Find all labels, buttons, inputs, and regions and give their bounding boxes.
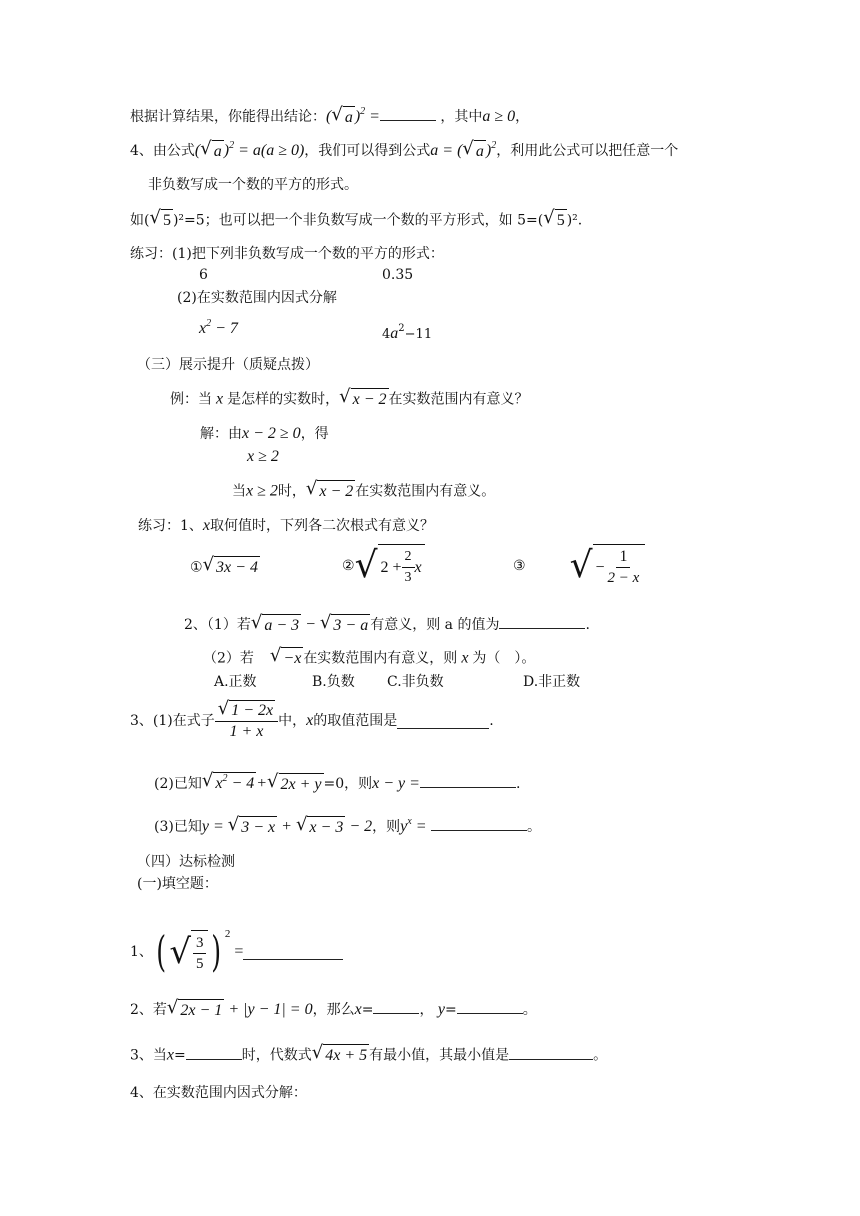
practice-1-item-2 — [342, 544, 425, 588]
practice-3b-text-2: =0，则 — [323, 776, 373, 793]
quiz-3-blank-x[interactable] — [186, 1045, 242, 1060]
practice-2-line-1 — [184, 614, 590, 637]
exercise-2-expr-b: $4a^2-11$ — [382, 323, 433, 342]
practice-1-text: 取何值时，下列各二次根式有意义？ — [210, 518, 435, 534]
ineq-2: x ≥ 2 — [246, 482, 278, 500]
quiz-3-sqrt: √ 4x + 5 — [312, 1044, 369, 1067]
solution-line-2: x ≥ 2 — [247, 448, 279, 465]
sqrt-x-minus-2: √ x − 2 — [339, 388, 388, 411]
ineq-1: x − 2 ≥ 0 — [242, 425, 301, 442]
quiz-3-x: x — [166, 1046, 175, 1064]
example-text-1: 例：当 — [170, 391, 212, 408]
formula-1: ( √ a )$^2$ = a(a ≥ 0) — [195, 142, 304, 159]
conclusion-end: ， — [515, 109, 530, 126]
practice-2-blank[interactable] — [499, 614, 585, 629]
practice-1-item-1 — [190, 556, 260, 579]
example-text-2: 是怎样的实数时， — [227, 391, 340, 408]
quiz-2-y: y — [437, 1001, 446, 1019]
sqrt5-b: √ 5 — [543, 209, 566, 232]
practice-2b-text-2: 在实数范围内有意义，则 — [303, 650, 458, 667]
quiz-2-text-1: ，那么 — [312, 1002, 355, 1019]
formula-line-cont: 非负数写成一个数的平方的形式。 — [148, 177, 358, 193]
practice-2-line-2 — [203, 647, 535, 670]
practice-3b-blank[interactable] — [420, 773, 516, 788]
sqrt-a3-minus: √ a − 3 − √ 3 − a — [251, 616, 370, 633]
practice-3c-text-2: ，则 — [372, 819, 401, 836]
practice-3c-end: 。 — [526, 819, 541, 836]
sqrt-x-minus-2-b: √ x − 2 — [306, 480, 355, 503]
section-3-title: （三）展示提升（质疑点拨） — [137, 357, 319, 373]
quiz-3-blank-min[interactable] — [509, 1045, 593, 1060]
practice-3-line-3 — [154, 816, 541, 840]
practice-3b-end: . — [515, 776, 521, 793]
formula-text-3: ，利用此公式可以把任意一个 — [496, 143, 679, 160]
formula-text-1: 由公式 — [152, 143, 195, 160]
var-x-4: x — [306, 712, 314, 729]
formula-text-2: ，我们可以得到公式 — [304, 143, 431, 160]
var-x: x — [212, 390, 228, 408]
quiz-3-end: 。 — [593, 1047, 608, 1064]
quiz-3-text-2: 有最小值，其最小值是 — [369, 1047, 510, 1064]
quiz-2-end: 。 — [522, 1002, 537, 1019]
practice-3c-text-1: (3)已知 — [154, 819, 202, 836]
formula-2: a = ( √ a )$^2$ — [430, 142, 496, 159]
sqrt-3x-minus-4: √ 3x − 4 — [203, 556, 260, 579]
circle-2: ② — [342, 558, 355, 574]
exercise-1-title: 练习：(1)把下列非负数写成一个数的平方的形式： — [130, 246, 444, 262]
expr-3c: y = √ 3 − x + √ x − 3 − 2 — [202, 818, 372, 835]
expr-x-minus-y: x − y = — [372, 775, 420, 793]
practice-3-text-1: (1)在式子 — [152, 713, 215, 729]
exercise-1-value-a: 6 — [199, 267, 208, 283]
solution-text-4: 时， — [277, 483, 306, 500]
practice-2b-text-3: 为（ ）。 — [472, 650, 536, 667]
practice-3c-blank[interactable] — [431, 816, 527, 831]
exercise-2-title: (2)在实数范围内因式分解 — [177, 290, 337, 306]
sqrt5-text-3: )². — [566, 212, 583, 229]
frac-sqrt-1-2x: √ 1 − 2x 1 + x — [215, 700, 278, 742]
quiz-2-x: x — [354, 1001, 362, 1019]
practice-3-text-2: 中， — [278, 713, 307, 729]
practice-3-line-1 — [130, 700, 494, 742]
section-4-title: （四）达标检测 — [137, 854, 235, 870]
sqrt5-text-2: )²=5；也可以把一个非负数写成一个数的平方形式，如 5=( — [172, 212, 544, 229]
example-text-3: 在实数范围内有意义？ — [388, 391, 529, 408]
answer-blank[interactable] — [380, 106, 436, 121]
practice-2-text-1: （1）若 — [206, 617, 251, 634]
quiz-2-blank-x[interactable] — [373, 999, 419, 1014]
example-question — [170, 388, 529, 411]
example-sqrt5-line — [130, 209, 582, 232]
practice-3b-text-1: (2)已知 — [154, 776, 202, 793]
practice-3-line-2 — [154, 772, 520, 797]
exercise-2-expr-b-tail: −11 — [404, 327, 433, 342]
quiz-2: 2、若 √ 2x − 1 + |y − 1| = 0，那么x= ， y= 。 — [130, 999, 537, 1022]
sqrt-neg-x: √ −x — [270, 647, 303, 670]
sqrt-neg-frac: √ − $\frac{1}{2 - x}$ — [570, 544, 646, 588]
quiz-1-blank[interactable] — [243, 945, 343, 960]
condition-a-nonneg: a ≥ 0 — [482, 108, 516, 126]
practice-1-title — [138, 515, 434, 537]
practice-1-item-3 — [513, 544, 645, 588]
practice-1-label: 练习：1、 — [138, 518, 203, 534]
item-number: 4、 — [130, 143, 153, 160]
practice-2-end: . — [585, 617, 590, 634]
choice-b[interactable]: B.负数 — [312, 674, 355, 690]
quiz-4: 4、在实数范围内因式分解： — [130, 1085, 307, 1101]
choice-c[interactable]: C.非负数 — [387, 674, 444, 690]
circle-1: ① — [190, 559, 203, 576]
solution-text-2: ，得 — [300, 426, 329, 442]
conclusion-sep: ，其中 — [440, 109, 483, 126]
practice-3-num: 3、 — [130, 713, 153, 729]
circle-3: ③ — [513, 558, 526, 574]
practice-2-text-2: 有意义，则 a 的值为 — [370, 617, 500, 634]
conclusion-line — [130, 106, 529, 130]
quiz-2-blank-y[interactable] — [457, 999, 523, 1014]
sqrt5-a: √ 5 — [149, 209, 172, 232]
quiz-1 — [130, 928, 343, 976]
choice-a[interactable]: A.正数 — [214, 674, 257, 690]
quiz-2-num: 2、若 — [130, 1002, 167, 1019]
quiz-3: 3、当x= 时，代数式 √ 4x + 5 有最小值，其最小值是 。 — [130, 1044, 607, 1067]
formula-sqrt-a-squared: ( √ a )$^2$ = — [326, 108, 380, 125]
expr-3b: √ $x^2 - 4$ + √ 2x + y — [202, 775, 324, 792]
exercise-1-value-b: 0.35 — [382, 267, 414, 283]
practice-3-end: . — [489, 713, 494, 729]
quiz-2-expr: √ 2x − 1 + |y − 1| = 0 — [167, 1001, 313, 1018]
expr-y-pow-x: $y^x$ = — [400, 816, 427, 836]
formula-line — [130, 140, 678, 164]
conclusion-text: 根据计算结果，你能得出结论： — [130, 109, 326, 126]
quiz-1-num: 1、 — [130, 944, 153, 960]
solution-text-1: 解：由 — [200, 426, 242, 442]
sqrt5-text-1: 如( — [130, 212, 150, 229]
practice-2-num: 2、 — [184, 617, 207, 634]
sqrt-2-plus-frac: √ 2 + $\frac{2}{3}$ x — [355, 544, 425, 588]
practice-2b-text-1: （2）若 — [203, 650, 254, 667]
quiz-3-num: 3、当 — [130, 1047, 167, 1064]
quiz-2-text-2: ， — [419, 1002, 434, 1019]
var-x-3: x — [457, 649, 473, 667]
practice-3-blank[interactable] — [397, 714, 489, 729]
section-4-subtitle: (一)填空题： — [137, 876, 218, 892]
quiz-3-text-1: 时，代数式 — [241, 1047, 312, 1064]
choice-d[interactable]: D.非正数 — [523, 674, 581, 690]
solution-line-3 — [232, 480, 495, 503]
solution-line-1 — [200, 423, 329, 445]
practice-3-text-3: 的取值范围是 — [313, 713, 398, 729]
var-x-2: x — [202, 517, 211, 534]
solution-text-3: 当 — [232, 483, 246, 500]
quiz-1-expr: ( √ $\frac{3}{5}$ ) 2 = — [156, 927, 244, 976]
exercise-2-expr-a: $x^2 - 7$ — [199, 318, 238, 337]
solution-text-5: 在实数范围内有意义。 — [355, 483, 496, 500]
